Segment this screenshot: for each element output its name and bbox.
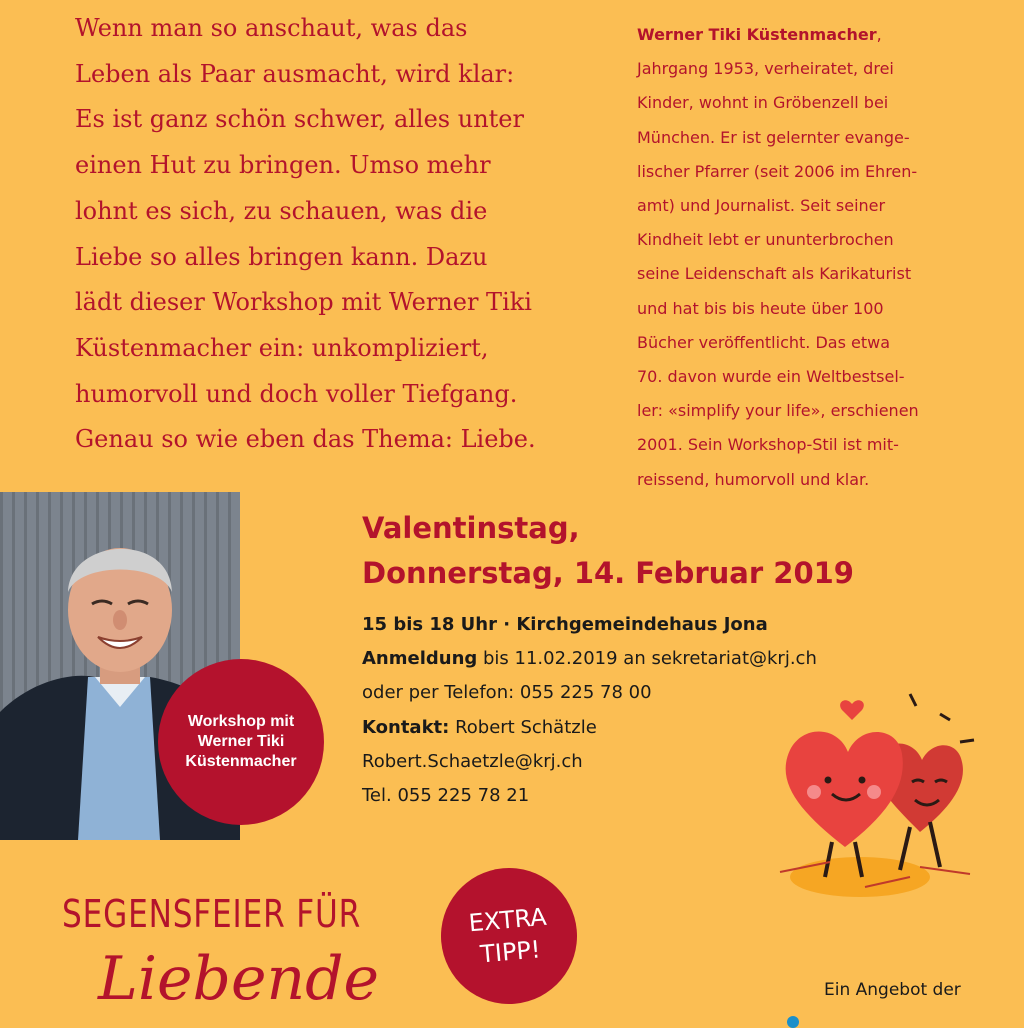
bio-heading [637, 18, 997, 52]
contact-label: Kontakt: [362, 716, 450, 738]
event-date-line: Valentinstag, [362, 511, 580, 545]
bio-line: 70. davon wurde ein Weltbestsel- [637, 367, 905, 387]
bio-line: 2001. Sein Workshop-Stil ist mit- [637, 435, 899, 455]
bio-name: Werner Tiki Küstenmacher [637, 25, 877, 44]
intro-line: Es ist ganz schön schwer, alles unter [75, 105, 524, 134]
hearts-illustration [770, 682, 1000, 904]
intro-line: lädt dieser Workshop mit Werner Tiki [75, 288, 532, 317]
biography [637, 18, 997, 497]
hearts-drawing [770, 682, 1000, 904]
bio-line: Kinder, wohnt in Gröbenzell bei [637, 93, 889, 113]
contact-line [362, 711, 817, 745]
bio-name-suffix: , [876, 25, 882, 44]
bio-line: Jahrgang 1953, verheiratet, drei [637, 59, 894, 79]
bio-line: lischer Pfarrer (seit 2006 im Ehren- [637, 161, 918, 181]
bio-line: seine Leidenschaft als Karikaturist [637, 264, 912, 284]
workshop-badge [158, 659, 324, 825]
bio-line: Kindheit lebt er ununterbrochen [637, 230, 894, 250]
extra-tipp-badge [435, 862, 582, 1009]
registration-text: bis 11.02.2019 an sekretariat@krj.ch [477, 648, 817, 670]
contact-email: Robert.Schaetzle@krj.ch [362, 750, 583, 772]
bio-line: amt) und Journalist. Seit seiner [637, 196, 886, 216]
event-details [362, 608, 817, 813]
extra-tipp-line: EXTRA [467, 902, 548, 938]
bio-line: München. Er ist gelernter evange- [637, 127, 910, 147]
registration-line [362, 642, 817, 676]
intro-line: Wenn man so anschaut, was das [75, 14, 468, 42]
badge-line: Workshop mit [187, 713, 295, 730]
event-date-line: Donnerstag, 14. Februar 2019 [362, 556, 854, 590]
intro-line: lohnt es sich, zu schauen, was die [75, 196, 488, 225]
time-place [362, 608, 817, 642]
offer-note: Ein Angebot der [824, 980, 961, 1000]
bio-line: Bücher veröffentlicht. Das etwa [637, 332, 890, 352]
segensfeier-title: SEGENSFEIER FÜR [62, 892, 362, 936]
badge-line: Küstenmacher [185, 753, 297, 770]
intro-line: humorvoll und doch voller Tiefgang. [75, 379, 518, 408]
contact-phone: Tel. 055 225 78 21 [362, 785, 530, 807]
event-date [362, 506, 854, 596]
intro-line: Genau so wie eben das Thema: Liebe. [75, 425, 536, 454]
intro-line: Leben als Paar ausmacht, wird klar: [75, 59, 515, 88]
contact-name: Robert Schätzle [449, 716, 597, 738]
time-place-text: 15 bis 18 Uhr · Kirchgemeindehaus Jona [362, 614, 768, 635]
badge-line: Werner Tiki [197, 733, 285, 750]
bio-line: und hat bis bis heute über 100 [637, 298, 884, 318]
bio-line: ler: «simplify your life», erschienen [637, 401, 919, 421]
extra-tipp-line: TIPP! [479, 935, 542, 969]
phone-line: oder per Telefon: 055 225 78 00 [362, 682, 652, 704]
intro-line: einen Hut zu bringen. Umso mehr [75, 151, 491, 180]
intro-paragraph [75, 6, 595, 463]
registration-label: Anmeldung [362, 648, 478, 670]
intro-line: Küstenmacher ein: unkompliziert, [75, 333, 489, 362]
intro-line: Liebe so alles bringen kann. Dazu [75, 242, 488, 271]
bio-line: reissend, humorvoll und klar. [637, 469, 870, 489]
segensfeier-script: Liebende [98, 944, 380, 1014]
logo-fragment [787, 1016, 799, 1028]
